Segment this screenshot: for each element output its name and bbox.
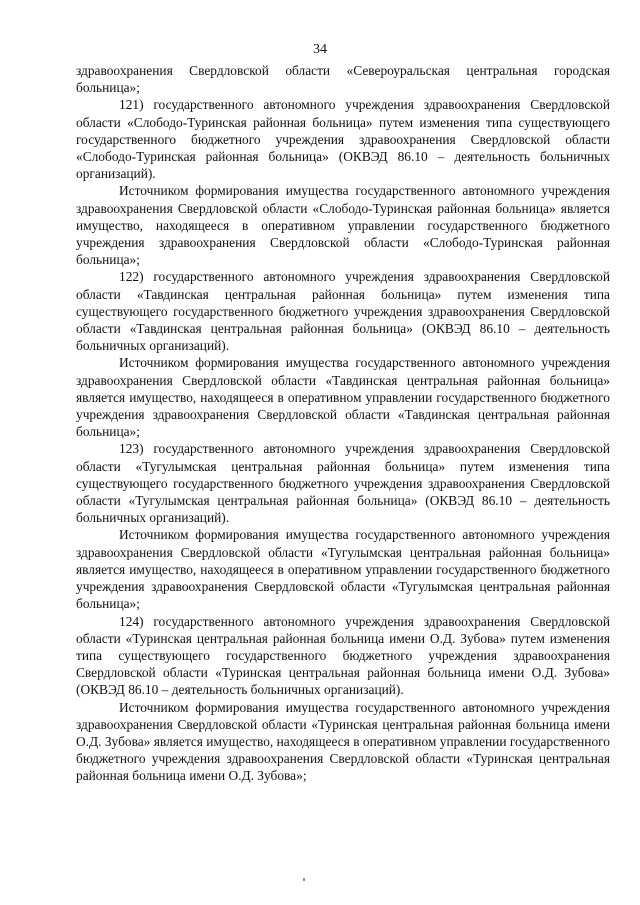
paragraph-continuation: здравоохранения Свердловской области «Североуральская центральная городская больница»; <box>76 63 610 96</box>
page-number: 34 <box>313 42 327 57</box>
paragraph-source-124: Источником формирования имущества государственного автономного учреждения здравоохранения Свердловской области «Туринская центральная районная больница имени О.Д. Зубова» является имущество, находящееся в оперативном управлении государственного бюджетного учреждения здравоохранения Свердловской области «Туринская центральная районная больница имени О.Д. Зубова»; <box>76 699 610 784</box>
paragraph-item-121: 121) государственного автономного учреждения здравоохранения Свердловской области «Слободо-Туринская районная больница» путем изменения типа существующего государственного бюджетного учреждения здравоохранения Свердловской области «Слободо-Туринская районная больница» (ОКВЭД 86.10 – деятельность больничных организаций). <box>76 97 610 182</box>
document-body <box>76 62 610 785</box>
paragraph-source-121: Источником формирования имущества государственного автономного учреждения здравоохранения Свердловской области «Слободо-Туринская районная больница» является имущество, находящееся в оперативном управлении государственного бюджетного учреждения здравоохранения Свердловской области «Слободо-Туринская районная больница»; <box>76 183 610 268</box>
paragraph-item-122: 122) государственного автономного учреждения здравоохранения Свердловской области «Тавдинская центральная районная больница» путем изменения типа существующего государственного бюджетного учреждения здравоохранения Свердловской области «Тавдинская центральная районная больница» (ОКВЭД 86.10 – деятельность больничных организаций). <box>76 269 610 354</box>
paragraph-item-124: 124) государственного автономного учреждения здравоохранения Свердловской области «Туринская центральная районная больница имени О.Д. Зубова» путем изменения типа существующего государственного бюджетного учреждения здравоохранения Свердловской области «Туринская центральная районная больница имени О.Д. Зубова» (ОКВЭД 86.10 – деятельность больничных организаций). <box>76 613 610 698</box>
scan-speck <box>303 878 305 881</box>
paragraph-source-123: Источником формирования имущества государственного автономного учреждения здравоохранения Свердловской области «Тугулымская центральная районная больница» является имущество, находящееся в оперативном управлении государственного бюджетного учреждения здравоохранения Свердловской области «Тугулымская центральная районная больница»; <box>76 527 610 612</box>
paragraph-source-122: Источником формирования имущества государственного автономного учреждения здравоохранения Свердловской области «Тавдинская центральная районная больница» является имущество, находящееся в оперативном управлении государственного бюджетного учреждения здравоохранения Свердловской области «Тавдинская центральная районная больница»; <box>76 355 610 440</box>
paragraph-item-123: 123) государственного автономного учреждения здравоохранения Свердловской области «Тугулымская центральная районная больница» путем изменения типа существующего государственного бюджетного учреждения здравоохранения Свердловской области «Тугулымская центральная районная больница» (ОКВЭД 86.10 – деятельность больничных организаций). <box>76 441 610 526</box>
